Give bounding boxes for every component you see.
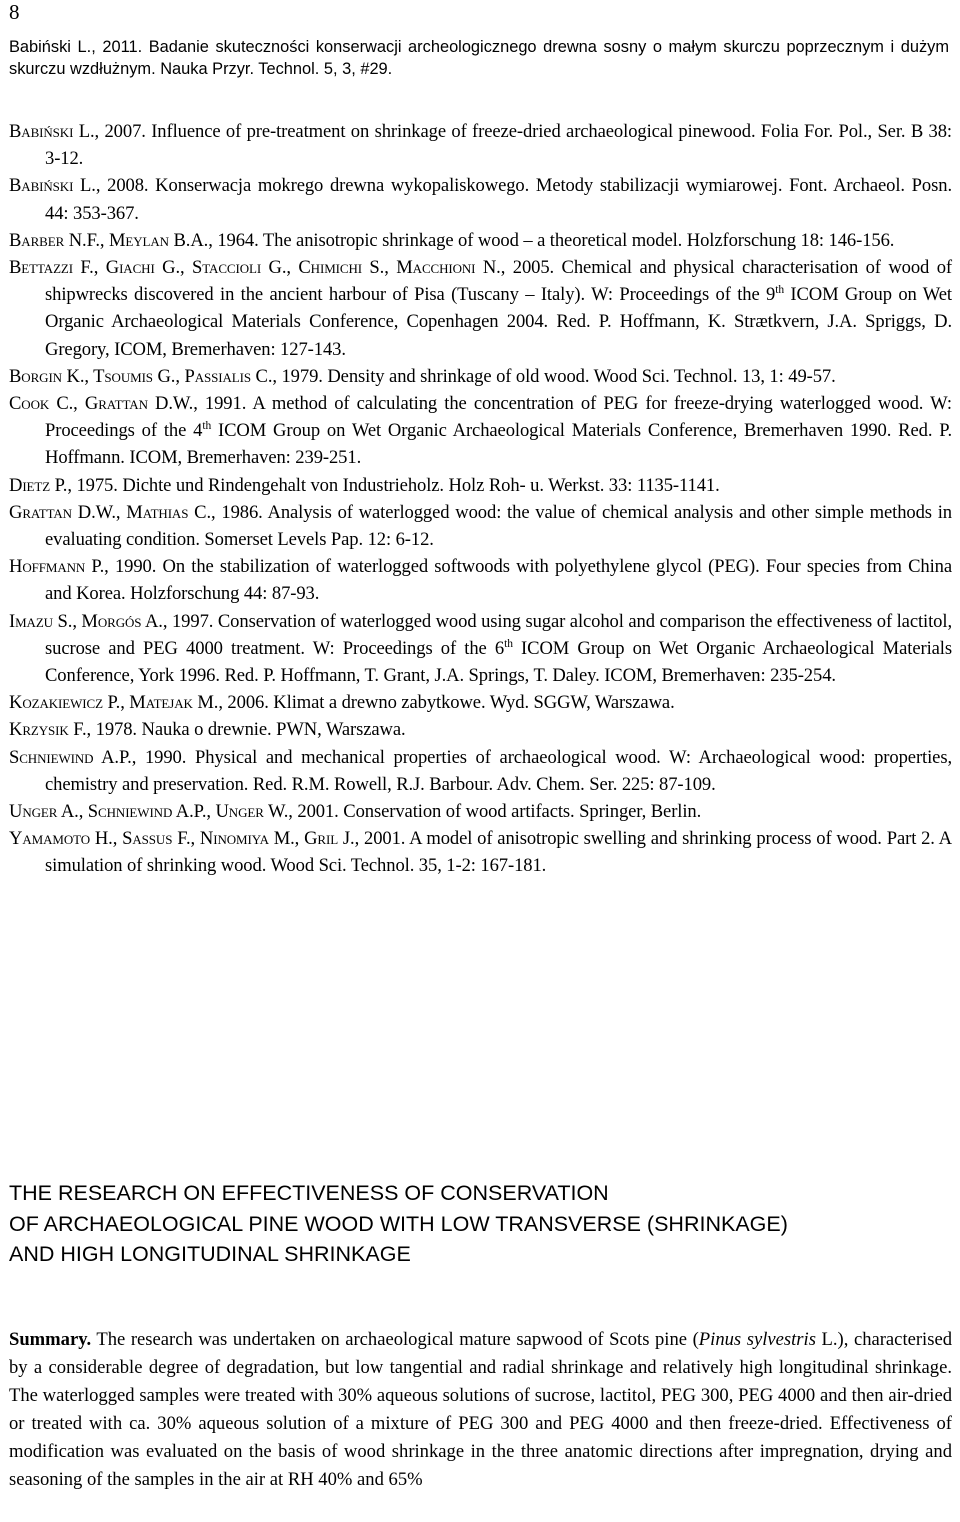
reference-text: , 1979. Density and shrinkage of old wood. Wood Sci. Technol. 13, 1: 49-57.: [272, 365, 836, 387]
reference-item: [9, 798, 952, 825]
reference-text-continued: ICOM Group on Wet Organic Archaeological Materials Conference, Bremerhaven 1990. Red. P. Hoffmann. ICOM, Bremerhaven: 239-251.: [45, 420, 952, 469]
reference-text: , 1975. Dichte und Rindengehalt von Industrieholz. Holz Roh- u. Werkst. 33: 1135-1141.: [67, 474, 720, 496]
reference-authors: Schniewind A.P.: [9, 746, 132, 768]
reference-text: , 2001. Conservation of wood artifacts. Springer, Berlin.: [288, 801, 702, 823]
reference-authors: Unger A., Schniewind A.P., Unger W.: [9, 801, 289, 823]
reference-text-continued: ICOM Group on Wet Organic Archaeological Materials Conference, York 1996. Red. P. Hoffmann, T. Grant, J.A. Springs, T. Daley. ICOM, Bremerhaven: 235-254.: [45, 637, 952, 687]
reference-item: [9, 363, 952, 390]
reference-text: , 1991. A method of calculating the concentration of PEG for freeze-drying waterlogged wood. W: Proceedings of the 4: [45, 393, 952, 442]
reference-item: [9, 254, 952, 363]
reference-text: , 2008. Konserwacja mokrego drewna wykopaliskowego. Metody stabilizacji wymiarowej. Font. Archaeol. Posn. 44: 353-367.: [45, 175, 952, 224]
reference-authors: Cook C., Grattan D.W.: [9, 393, 194, 415]
reference-authors: Barber N.F., Meylan B.A.: [9, 229, 209, 251]
summary-text-continued: L.), characterised by a considerable degree of degradation, but low tangential and radial shrinkage and relatively high longitudinal shrinkage. The waterlogged samples were treated with 30% aqueous solutions of sucrose, lactitol, PEG 300, PEG 4000 and then air-dried or treated with ca. 30% aqueous solution of a mixture of PEG 300 and PEG 4000 and then freeze-dried. Effectiveness of modification was evaluated on the basis of wood shrinkage in the three anatomic directions after impregnation, drying and seasoning of the samples in the air at RH 40% and 65%: [9, 1329, 953, 1490]
reference-item: [9, 608, 952, 690]
reference-authors: Krzysik F.: [9, 719, 87, 741]
reference-superscript: th: [775, 284, 784, 297]
reference-text: , 1997. Conservation of waterlogged wood using sugar alcohol and comparison the effectiveness of lactitol, sucrose and PEG 4000 treatment. W: Proceedings of the 6: [45, 610, 952, 659]
reference-text: , 1978. Nauka o drewnie. PWN, Warszawa.: [86, 719, 406, 741]
reference-text: , 2005. Chemical and physical characterisation of wood of shipwrecks discovered in the ancient harbour of Pisa (Tuscany – Italy). W: Proceedings of the 9: [45, 257, 952, 306]
reference-authors: Bettazzi F., Giachi G., Staccioli G., Chimichi S., Macchioni N.: [9, 257, 501, 279]
reference-item: [9, 825, 952, 879]
reference-item: [9, 472, 952, 499]
reference-text: , 1990. Physical and mechanical properties of archaeological wood. W: Archaeological wood: properties, chemistry and preservation. Red. R.M. Rowell, R.J. Barbour. Adv. Chem. Ser. 225: 87-109.: [45, 746, 953, 795]
species-name: Pinus sylvestris: [698, 1329, 816, 1350]
reference-item: [9, 716, 952, 743]
references-list: [9, 118, 952, 880]
reference-authors: Hoffmann P.: [9, 556, 105, 578]
reference-authors: Babiński L.: [9, 175, 96, 197]
reference-item: [9, 227, 952, 254]
reference-text: , 2006. Klimat a drewno zabytkowe. Wyd. SGGW, Warszawa.: [218, 692, 675, 714]
reference-text: , 1990. On the stabilization of waterlogged softwoods with polyethylene glycol (PEG). Four species from China and Korea. Holzforschung 44: 87-93.: [45, 556, 952, 605]
reference-item: [9, 499, 952, 553]
reference-authors: Grattan D.W., Mathias C.: [9, 501, 212, 523]
reference-superscript: th: [202, 420, 212, 433]
reference-superscript: th: [504, 637, 513, 650]
reference-authors: Kozakiewicz P., Matejak M.: [9, 692, 219, 714]
reference-text-continued: ICOM Group on Wet Organic Archaeological Materials Conference, Copenhagen 2004. Red. P. Hoffmann, K. Strætkvern, J.A. Spriggs, D. Gregory, ICOM, Bremerhaven: 127-143.: [45, 284, 952, 360]
reference-authors: Yamamoto H., Sassus F., Ninomiya M., Gril J.: [9, 828, 355, 850]
reference-item: [9, 118, 952, 172]
reference-item: [9, 172, 952, 226]
reference-item: [9, 390, 952, 472]
english-title-line: THE RESEARCH ON EFFECTIVENESS OF CONSERVATION: [9, 1181, 609, 1205]
reference-item: [9, 553, 952, 607]
reference-text: , 1964. The anisotropic shrinkage of wood – a theoretical model. Holzforschung 18: 146-156.: [208, 229, 895, 251]
summary-text: The research was undertaken on archaeological mature sapwood of Scots pine (: [91, 1329, 699, 1350]
reference-text: , 2007. Influence of pre-treatment on shrinkage of freeze-dried archaeological pinewood. Folia For. Pol., Ser. B 38: 3-12.: [45, 121, 952, 170]
english-title-line: OF ARCHAEOLOGICAL PINE WOOD WITH LOW TRANSVERSE (SHRINKAGE): [9, 1211, 788, 1236]
english-title: [9, 1178, 954, 1270]
reference-text: , 2001. A model of anisotropic swelling and shrinking process of wood. Part 2. A simulation of shrinking wood. Wood Sci. Technol. 35, 1-2: 167-181.: [45, 828, 953, 877]
reference-text: , 1986. Analysis of waterlogged wood: the value of chemical analysis and other simple methods in evaluating condition. Somerset Levels Pap. 12: 6-12.: [45, 501, 952, 551]
reference-authors: Dietz P.: [9, 474, 68, 496]
reference-authors: Imazu S., Morgós A.: [9, 610, 163, 632]
reference-item: [9, 689, 952, 716]
reference-authors: Borgin K., Tsoumis G., Passialis C.: [9, 365, 273, 387]
reference-item: [9, 744, 952, 798]
reference-authors: Babiński L.: [9, 121, 95, 142]
english-title-line: AND HIGH LONGITUDINAL SHRINKAGE: [9, 1242, 411, 1266]
page-number: 8: [9, 0, 20, 24]
running-header: Babiński L., 2011. Badanie skuteczności konserwacji archeologicznego drewna sosny o małym skurczu poprzecznym i dużym skurczu wzdłużnym. Nauka Przyr. Technol. 5, 3, #29.: [9, 38, 949, 78]
summary-paragraph: [9, 1326, 952, 1494]
summary-label: Summary.: [9, 1329, 92, 1350]
